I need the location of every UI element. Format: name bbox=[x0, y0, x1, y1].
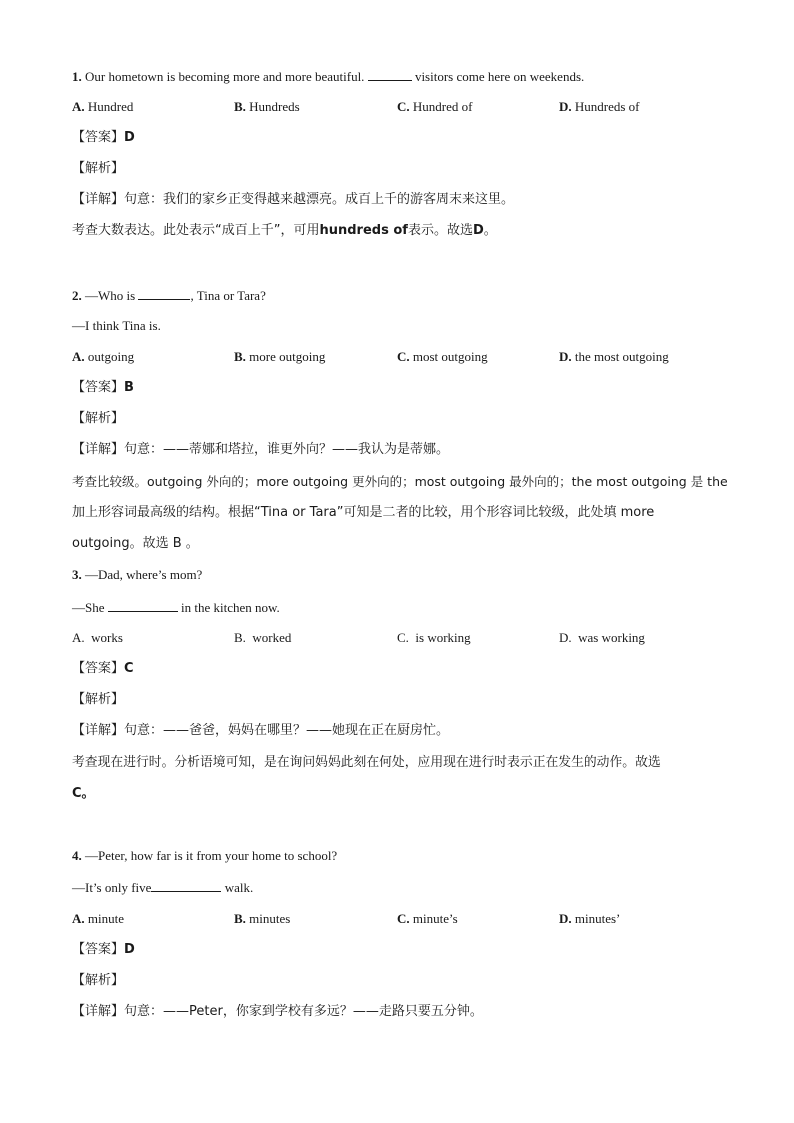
option-a: A. Hundred bbox=[72, 99, 134, 114]
option-b: B. minutes bbox=[234, 911, 291, 926]
question-3-reply: —She in the kitchen now. bbox=[72, 600, 280, 615]
option-b: B. worked bbox=[234, 630, 292, 645]
option-c: C. Hundred of bbox=[397, 99, 473, 114]
answer-tag: 【答案】 bbox=[72, 942, 125, 957]
answer-value: C bbox=[124, 661, 134, 676]
analysis-tag: 【解析】 bbox=[72, 973, 125, 988]
question-3-stem bbox=[72, 566, 734, 584]
detail-line bbox=[72, 191, 734, 209]
question-4-reply: —It’s only five walk. bbox=[72, 880, 254, 895]
option-a: A. minute bbox=[72, 911, 124, 926]
detail-line bbox=[72, 1003, 734, 1021]
detail-tag: 【详解】 bbox=[72, 723, 125, 738]
detail-tag: 【详解】 bbox=[72, 1004, 125, 1019]
answer-tag: 【答案】 bbox=[72, 380, 125, 395]
detail-text: 句意：——Peter，你家到学校有多远？——走路只要五分钟。 bbox=[124, 1004, 483, 1019]
question-number: 2. bbox=[72, 288, 82, 303]
option-a: A. outgoing bbox=[72, 349, 135, 364]
question-number: 3. bbox=[72, 567, 82, 582]
question-text: —Dad, where’s mom? bbox=[85, 567, 203, 582]
detail-text: 句意：我们的家乡正变得越来越漂亮。成百上千的游客周末来这里。 bbox=[124, 192, 515, 207]
question-text: Our hometown is becoming more and more beautiful. bbox=[85, 69, 365, 84]
answer-blank bbox=[138, 286, 190, 300]
explanation-line: outgoing。故选 B 。 bbox=[72, 536, 199, 551]
answer-blank bbox=[151, 878, 221, 892]
answer-tag: 【答案】 bbox=[72, 661, 125, 676]
option-a: A. works bbox=[72, 630, 123, 645]
option-c: C. is working bbox=[397, 630, 471, 645]
analysis-tag: 【解析】 bbox=[72, 411, 125, 426]
answer-blank bbox=[108, 598, 178, 612]
answer-line bbox=[72, 941, 734, 959]
option-b: B. Hundreds bbox=[234, 99, 300, 114]
explanation-line: C。 bbox=[72, 786, 95, 801]
question-2-reply: —I think Tina is. bbox=[72, 318, 161, 333]
answer-line bbox=[72, 129, 734, 147]
option-c: C. most outgoing bbox=[397, 349, 488, 364]
detail-line bbox=[72, 722, 734, 740]
answer-line bbox=[72, 379, 734, 397]
question-4-stem bbox=[72, 847, 734, 865]
analysis-tag: 【解析】 bbox=[72, 692, 125, 707]
answer-value: D bbox=[124, 130, 135, 145]
question-text: —Peter, how far is it from your home to school? bbox=[85, 848, 338, 863]
question-number: 1. bbox=[72, 69, 82, 84]
answer-blank bbox=[368, 67, 412, 81]
explanation-line: 考查大数表达。此处表示“成百上千”，可用hundreds of表示。故选D。 bbox=[72, 223, 497, 238]
detail-text: 句意：——爸爸，妈妈在哪里？——她现在正在厨房忙。 bbox=[124, 723, 450, 738]
answer-value: B bbox=[124, 380, 134, 395]
answer-tag: 【答案】 bbox=[72, 130, 125, 145]
answer-line bbox=[72, 660, 734, 678]
detail-line bbox=[72, 441, 734, 459]
question-text: , Tina or Tara? bbox=[190, 288, 266, 303]
option-d: D. was working bbox=[559, 630, 645, 645]
detail-text: 句意：——蒂娜和塔拉，谁更外向？——我认为是蒂娜。 bbox=[124, 442, 450, 457]
option-d: D. the most outgoing bbox=[559, 349, 669, 364]
question-2-stem bbox=[72, 286, 734, 305]
question-text: visitors come here on weekends. bbox=[414, 69, 585, 84]
question-number: 4. bbox=[72, 848, 82, 863]
analysis-tag: 【解析】 bbox=[72, 161, 125, 176]
option-c: C. minute’s bbox=[397, 911, 458, 926]
detail-tag: 【详解】 bbox=[72, 192, 125, 207]
explanation-line: 考查比较级。outgoing 外向的；more outgoing 更外向的；most outgoing 最外向的；the most outgoing 是 the bbox=[72, 474, 728, 489]
question-1-stem bbox=[72, 67, 734, 86]
explanation-line: 加上形容词最高级的结构。根据“Tina or Tara”可知是二者的比较，用个形容词比较级，此处填 more bbox=[72, 505, 655, 520]
option-d: D. minutes’ bbox=[559, 911, 621, 926]
explanation-line: 考查现在进行时。分析语境可知，是在询问妈妈此刻在何处，应用现在进行时表示正在发生的动作。故选 bbox=[72, 755, 661, 770]
question-text: —Who is bbox=[85, 288, 136, 303]
option-b: B. more outgoing bbox=[234, 349, 326, 364]
detail-tag: 【详解】 bbox=[72, 442, 125, 457]
answer-value: D bbox=[124, 942, 135, 957]
option-d: D. Hundreds of bbox=[559, 99, 640, 114]
